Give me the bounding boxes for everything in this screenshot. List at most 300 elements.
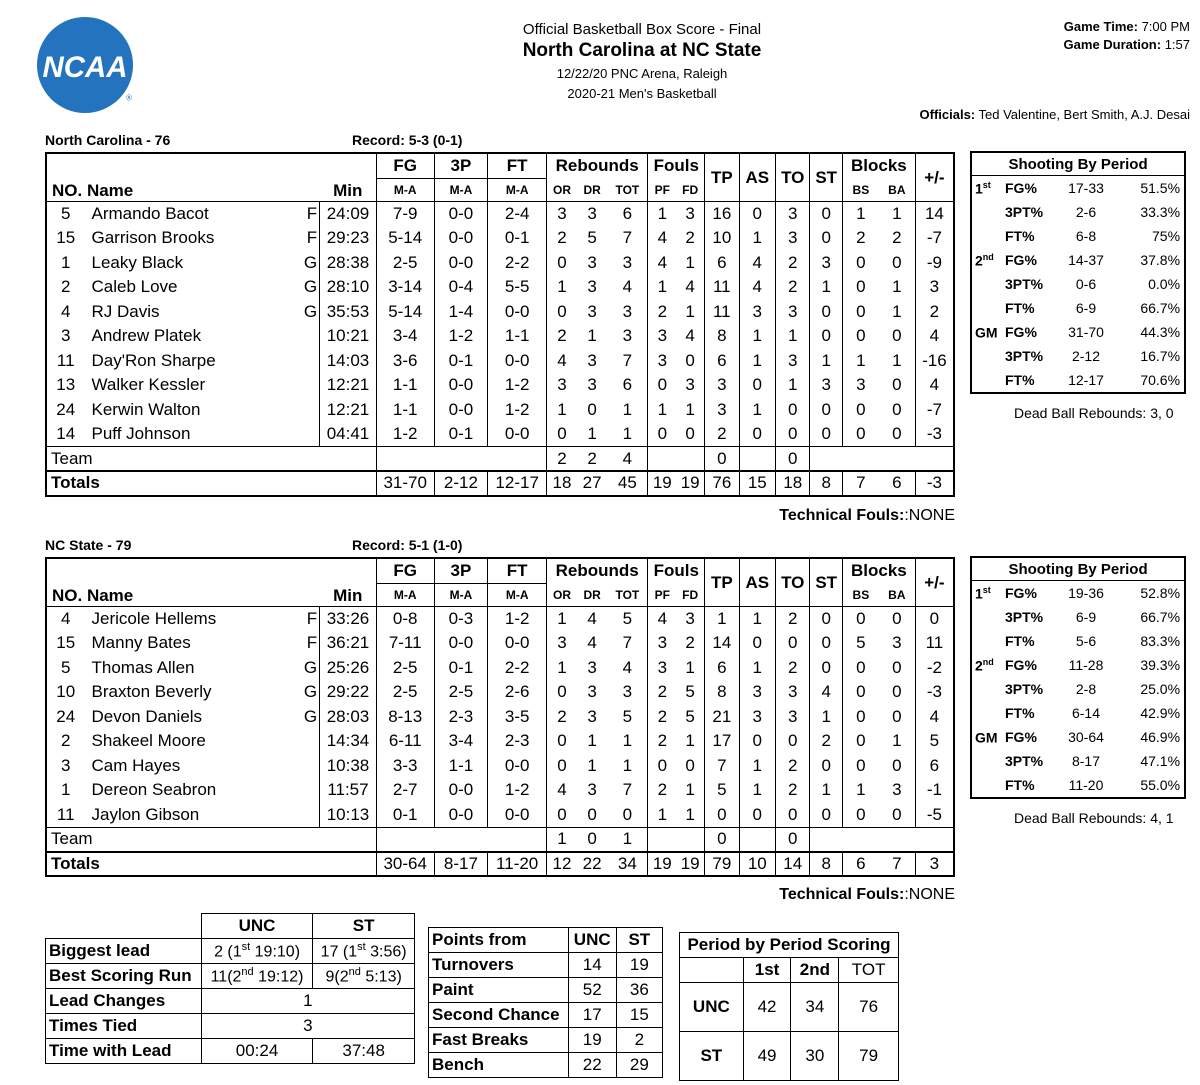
stat-ft: 5-5: [488, 275, 547, 300]
stat-dr: 3: [587, 301, 597, 321]
period-score: 49: [743, 1032, 791, 1081]
stat-or: 0: [547, 422, 577, 447]
stat-dr: 3: [587, 375, 597, 395]
stat-min: 11:57: [320, 778, 377, 803]
stat-st: 0: [810, 803, 842, 828]
stat-tot: 4: [607, 656, 648, 681]
player-name: Devon Daniels: [91, 706, 203, 726]
sbp-made-attempted: 2-12: [1071, 348, 1101, 364]
player-number: 2: [46, 729, 85, 754]
stat-pf: 2: [648, 705, 676, 730]
summary-label: Best Scoring Run: [46, 964, 202, 989]
stat-tot: 1: [607, 398, 648, 423]
points-unc: 52: [568, 978, 616, 1003]
stat-ft: 0-0: [488, 300, 547, 325]
player-number: 15: [46, 226, 85, 251]
sbp-period: GM: [975, 729, 998, 746]
stat-fg: 5-14: [376, 300, 434, 325]
total-tp: 79: [705, 852, 739, 877]
stat-as: 0: [739, 422, 775, 447]
stat-tp3: 0-0: [434, 251, 488, 276]
stat-fg: 5-14: [376, 226, 434, 251]
table-row: [46, 373, 954, 398]
stat-pf: 1: [648, 803, 676, 828]
col-fg: FG: [376, 153, 434, 179]
stat-or: 4: [547, 349, 577, 374]
stat-pm: -9: [915, 251, 954, 276]
stat-or: 0: [547, 754, 577, 779]
stat-tp: 11: [705, 275, 739, 300]
sbp-pct: 52.8%: [1140, 585, 1181, 601]
player-name: Garrison Brooks: [91, 228, 215, 248]
stat-as: 4: [739, 251, 775, 276]
stat-fd: 3: [676, 373, 704, 398]
points-from-table: [428, 927, 663, 1078]
stat-fd: 3: [676, 202, 704, 227]
player-number: 1: [46, 778, 85, 803]
player-name: Braxton Beverly: [91, 682, 212, 702]
table-row: [46, 939, 415, 964]
total-tp3: 8-17: [434, 852, 488, 877]
table-row: [46, 778, 954, 803]
stat-tot: 3: [607, 324, 648, 349]
table-row: [971, 224, 1185, 248]
period-col-1: 1st: [743, 958, 791, 983]
stat-min: 28:38: [320, 251, 377, 276]
player-name: Jericole Hellems: [91, 609, 217, 628]
stat-st: 0: [810, 300, 842, 325]
player-number: 2: [46, 275, 85, 300]
stat-ft: 2-2: [488, 251, 547, 276]
stat-min: 35:53: [320, 300, 377, 325]
table-row: [971, 320, 1185, 344]
sbp-period: [971, 773, 1005, 798]
total-fg: 31-70: [376, 471, 434, 496]
stat-tp: 14: [705, 631, 739, 656]
stat-tot: 1: [607, 754, 648, 779]
stat-ba: 1: [879, 300, 915, 325]
points-label: Turnovers: [429, 953, 569, 978]
stat-dr: 5: [587, 228, 597, 248]
total-tp3: 2-12: [434, 471, 488, 496]
game-time-label: Game Time:: [1063, 19, 1138, 34]
stat-dr: 3: [587, 252, 597, 272]
stat-ba: 0: [879, 398, 915, 423]
col-tp: TP: [705, 558, 739, 607]
table-row: [971, 605, 1185, 629]
stat-st: 0: [810, 656, 842, 681]
stat-tp: 10: [705, 226, 739, 251]
sbp-stat: FT%: [1005, 705, 1035, 721]
stat-to: 3: [776, 226, 810, 251]
stat-min: 14:03: [320, 349, 377, 374]
stat-ba: 3: [879, 631, 915, 656]
table-row: [429, 953, 663, 978]
stat-ft: 2-3: [488, 729, 547, 754]
sbp-pct: 47.1%: [1140, 753, 1181, 769]
stat-to: 2: [776, 754, 810, 779]
stat-tot: 7: [607, 349, 648, 374]
stat-min: 04:41: [320, 422, 377, 447]
stat-pm: -5: [915, 803, 954, 828]
stat-ba: 3: [879, 778, 915, 803]
stat-tp: 1: [705, 607, 739, 632]
table-row: [971, 272, 1185, 296]
stat-min: 10:21: [320, 324, 377, 349]
stat-as: 1: [739, 349, 775, 374]
points-unc: 19: [568, 1028, 616, 1053]
stat-fg: 3-14: [376, 275, 434, 300]
blank-cell: [488, 447, 547, 472]
period-col-tot: TOT: [839, 958, 899, 983]
points-st: 29: [616, 1053, 662, 1078]
stat-ft: 2-4: [488, 202, 547, 227]
points-col-unc: UNC: [568, 928, 616, 953]
table-row: [46, 1014, 415, 1039]
stat-st: 0: [810, 607, 842, 632]
player-name: Manny Bates: [91, 633, 191, 653]
player-name: Dereon Seabron: [91, 780, 217, 800]
tech-label: Technical Fouls:: [779, 886, 905, 903]
stat-dr: 3: [587, 780, 597, 800]
stat-tot: 1: [607, 827, 648, 852]
sbp-pct: 70.6%: [1140, 372, 1181, 388]
game-duration: 1:57: [1164, 37, 1190, 52]
table-row: [971, 248, 1185, 272]
stat-tp: 8: [705, 324, 739, 349]
col-as: AS: [739, 558, 775, 607]
sbp-period: [971, 296, 1005, 320]
table-row: [971, 344, 1185, 368]
sbp-made-attempted: 6-8: [1075, 228, 1097, 244]
col-made-attempted: M-A: [488, 179, 547, 202]
technical-fouls-ncst: [779, 886, 955, 904]
table-row: [46, 251, 954, 276]
player-number: 4: [46, 300, 85, 325]
total-pm: -3: [915, 471, 954, 496]
blank-cell: [488, 827, 547, 852]
sbp-stat: 3PT%: [1005, 753, 1044, 769]
stat-ba: 0: [879, 373, 915, 398]
stat-tot: 6: [607, 373, 648, 398]
stat-dr: 4: [587, 633, 597, 653]
stat-pf: 2: [648, 729, 676, 754]
stat-dr: 0: [577, 827, 607, 852]
sbp-made-attempted: 17-33: [1068, 180, 1104, 196]
sbp-stat: FG%: [1005, 324, 1037, 340]
stat-tp3: 1-2: [434, 324, 488, 349]
stat-pm: 6: [915, 754, 954, 779]
stat-pm: 4: [915, 705, 954, 730]
total-bs: 7: [842, 471, 878, 496]
total-pf: 19: [648, 852, 676, 877]
total-tot: 34: [607, 852, 648, 877]
sbp-stat: FT%: [1005, 228, 1035, 244]
stat-bs: 1: [842, 349, 878, 374]
player-name-cell: [85, 607, 320, 632]
team-label: Team: [46, 447, 376, 472]
total-or: 12: [547, 852, 577, 877]
sbp-stat: FG%: [1005, 657, 1037, 673]
stat-tot: 7: [607, 226, 648, 251]
page-title: North Carolina at NC State: [522, 40, 762, 61]
stat-to: 2: [776, 275, 810, 300]
sbp-stat: 3PT%: [1005, 204, 1044, 220]
sbp-made-attempted: 6-14: [1071, 705, 1101, 721]
stat-fg: 1-1: [376, 373, 434, 398]
col-no-name: NO. Name: [46, 153, 320, 202]
stat-as: 1: [739, 656, 775, 681]
blank-cell: [810, 827, 954, 852]
sbp-stat: 3PT%: [1005, 276, 1044, 292]
col-fd: FD: [676, 584, 704, 607]
summary-label: Time with Lead: [46, 1039, 202, 1064]
sbp-made-attempted: 8-17: [1071, 753, 1101, 769]
stat-fg: 1-2: [376, 422, 434, 447]
stat-fg: 6-11: [376, 729, 434, 754]
stat-pf: 1: [648, 275, 676, 300]
stat-ba: 0: [879, 803, 915, 828]
stat-ba: 0: [879, 251, 915, 276]
stat-dr: 1: [587, 731, 597, 751]
sbp-stat: FT%: [1005, 633, 1035, 649]
col-to: TO: [776, 558, 810, 607]
player-name-cell: [85, 202, 320, 227]
box-score-table: [45, 557, 955, 877]
stat-fg: 0-8: [376, 607, 434, 632]
sbp-stat: FT%: [1005, 777, 1035, 793]
stat-fg: 1-1: [376, 398, 434, 423]
stat-tp3: 1-4: [434, 300, 488, 325]
stat-to: 2: [776, 251, 810, 276]
stat-bs: 0: [842, 251, 878, 276]
team-record-ncst: Record: 5-1 (1-0): [352, 537, 463, 553]
blank-cell: [376, 447, 434, 472]
stat-to: 1: [776, 373, 810, 398]
blank-cell: [676, 827, 704, 852]
table-row: [971, 581, 1185, 606]
col-st: ST: [810, 153, 842, 202]
player-position: F: [306, 609, 318, 628]
stat-dr: 1: [587, 326, 597, 346]
table-row: [46, 422, 954, 447]
summary-label: Times Tied: [46, 1014, 202, 1039]
stat-or: 0: [547, 680, 577, 705]
shooting-by-period-table: [970, 151, 1186, 394]
summary-value: 9(2nd 5:13): [313, 964, 415, 989]
stat-tp3: 0-0: [434, 202, 488, 227]
blank-cell: [739, 447, 775, 472]
stat-fd: 0: [676, 349, 704, 374]
sbp-made-attempted: 19-36: [1068, 585, 1104, 601]
table-row: [429, 1053, 663, 1078]
player-name: Cam Hayes: [91, 755, 181, 775]
sbp-period: [971, 677, 1005, 701]
stat-bs: 0: [842, 803, 878, 828]
col-ft: FT: [488, 153, 547, 179]
player-number: 11: [46, 803, 85, 828]
total-st: 8: [810, 852, 842, 877]
stat-tp: 6: [705, 656, 739, 681]
stat-pf: 3: [648, 631, 676, 656]
player-number: 3: [46, 324, 85, 349]
player-name: Thomas Allen: [91, 657, 195, 677]
stat-ba: 0: [879, 680, 915, 705]
stat-st: 0: [810, 202, 842, 227]
sbp-stat: FT%: [1005, 372, 1035, 388]
sbp-pct: 75%: [1152, 228, 1181, 244]
game-time: 7:00 PM: [1141, 19, 1190, 34]
col-made-attempted: M-A: [376, 179, 434, 202]
sbp-made-attempted: 6-9: [1075, 609, 1097, 625]
sbp-pct: 16.7%: [1140, 348, 1181, 364]
stat-tot: 1: [607, 422, 648, 447]
summary-value: 1: [201, 989, 414, 1014]
stat-pm: 5: [915, 729, 954, 754]
sbp-pct: 66.7%: [1140, 300, 1181, 316]
stat-tp3: 0-0: [434, 226, 488, 251]
stat-min: 12:21: [320, 398, 377, 423]
player-position: G: [303, 706, 318, 726]
total-fd: 19: [676, 852, 704, 877]
stat-ft: 1-2: [488, 778, 547, 803]
game-venue: 12/22/20 PNC Arena, Raleigh: [556, 66, 728, 81]
stat-as: 3: [739, 705, 775, 730]
stat-tp: 11: [705, 300, 739, 325]
game-time-block: [1064, 18, 1190, 54]
shooting-by-period-table: [970, 556, 1186, 799]
sbp-period: [971, 368, 1005, 393]
sbp-stat: FT%: [1005, 300, 1035, 316]
stat-min: 36:21: [320, 631, 377, 656]
stat-fd: 1: [676, 251, 704, 276]
sbp-period: [971, 605, 1005, 629]
table-row: [46, 300, 954, 325]
col-ft: FT: [488, 558, 547, 584]
period-team: ST: [680, 1032, 744, 1081]
totals-label: Totals: [46, 852, 376, 877]
stat-pf: 0: [648, 754, 676, 779]
report-subtitle: Official Basketball Box Score - Final: [522, 21, 762, 38]
table-row: [46, 729, 954, 754]
table-row: [46, 1039, 415, 1064]
player-number: 24: [46, 705, 85, 730]
stat-ba: 2: [879, 226, 915, 251]
player-name-cell: [85, 422, 320, 447]
stat-to: 0: [776, 803, 810, 828]
player-name: Leaky Black: [91, 252, 184, 272]
table-row: [971, 176, 1185, 201]
officials: [920, 107, 1191, 122]
box-score-table: [45, 152, 955, 497]
stat-tp: 6: [705, 251, 739, 276]
stat-fd: 1: [676, 300, 704, 325]
stat-tp3: 1-1: [434, 754, 488, 779]
svg-text:®: ®: [126, 93, 132, 103]
player-name-cell: [85, 398, 320, 423]
stat-tp3: 2-3: [434, 705, 488, 730]
blank-cell: [434, 447, 488, 472]
stat-tot: 1: [607, 729, 648, 754]
table-row: [971, 368, 1185, 393]
player-name-cell: [85, 778, 320, 803]
sbp-pct: 0.0%: [1148, 276, 1181, 292]
sbp-made-attempted: 30-64: [1068, 729, 1104, 745]
summary-value: 2 (1st 19:10): [201, 939, 313, 964]
stat-dr: 3: [587, 277, 597, 297]
stat-as: 1: [739, 754, 775, 779]
sbp-period: GM: [975, 324, 998, 341]
stat-or: 3: [547, 202, 577, 227]
tech-label: Technical Fouls:: [779, 507, 905, 524]
stat-pm: -7: [915, 226, 954, 251]
stat-or: 0: [547, 729, 577, 754]
stat-to: 3: [776, 680, 810, 705]
stat-pf: 2: [648, 300, 676, 325]
stat-tp3: 0-0: [434, 373, 488, 398]
stat-bs: 0: [842, 324, 878, 349]
team-header-unc: North Carolina - 76: [45, 132, 171, 148]
stat-tp3: 0-3: [434, 607, 488, 632]
stat-min: 12:21: [320, 373, 377, 398]
stat-as: 0: [739, 803, 775, 828]
game-duration-label: Game Duration:: [1063, 37, 1162, 52]
sbp-pct: 39.3%: [1140, 657, 1181, 673]
totals-label: Totals: [46, 471, 376, 496]
stat-pm: 11: [915, 631, 954, 656]
table-row: [971, 725, 1185, 749]
col-made-attempted: M-A: [434, 179, 488, 202]
stat-tot: 7: [607, 631, 648, 656]
game-summary-table: [45, 913, 415, 1064]
stat-to: 3: [776, 202, 810, 227]
stat-pm: 4: [915, 324, 954, 349]
col-fg: FG: [376, 558, 434, 584]
stat-or: 2: [547, 447, 577, 472]
stat-bs: 0: [842, 680, 878, 705]
player-name-cell: [85, 300, 320, 325]
player-name: Andrew Platek: [91, 326, 202, 346]
stat-ft: 0-0: [488, 422, 547, 447]
col-or: OR: [547, 584, 577, 607]
stat-as: 1: [739, 324, 775, 349]
table-row: [46, 398, 954, 423]
player-name-cell: [85, 251, 320, 276]
table-row: [46, 656, 954, 681]
sbp-stat: 3PT%: [1005, 681, 1044, 697]
blank-cell: [648, 447, 676, 472]
stat-pm: -3: [915, 680, 954, 705]
player-name: Caleb Love: [91, 277, 178, 297]
stat-st: 1: [810, 778, 842, 803]
stat-tot: 4: [607, 447, 648, 472]
summary-value: 37:48: [313, 1039, 415, 1064]
col-3p: 3P: [434, 558, 488, 584]
col-plus-minus: +/-: [915, 153, 954, 202]
stat-fd: 2: [676, 631, 704, 656]
col-tot: TOT: [607, 179, 648, 202]
stat-to: 3: [776, 705, 810, 730]
stat-dr: 3: [587, 706, 597, 726]
col-made-attempted: M-A: [434, 584, 488, 607]
table-row: [46, 631, 954, 656]
team-label: Team: [46, 827, 376, 852]
col-fouls: Fouls: [648, 558, 705, 584]
points-st: 36: [616, 978, 662, 1003]
dead-ball-rebounds-ncst: Dead Ball Rebounds: 4, 1: [1014, 810, 1174, 826]
stat-dr: 3: [587, 204, 597, 223]
summary-value: 00:24: [201, 1039, 313, 1064]
